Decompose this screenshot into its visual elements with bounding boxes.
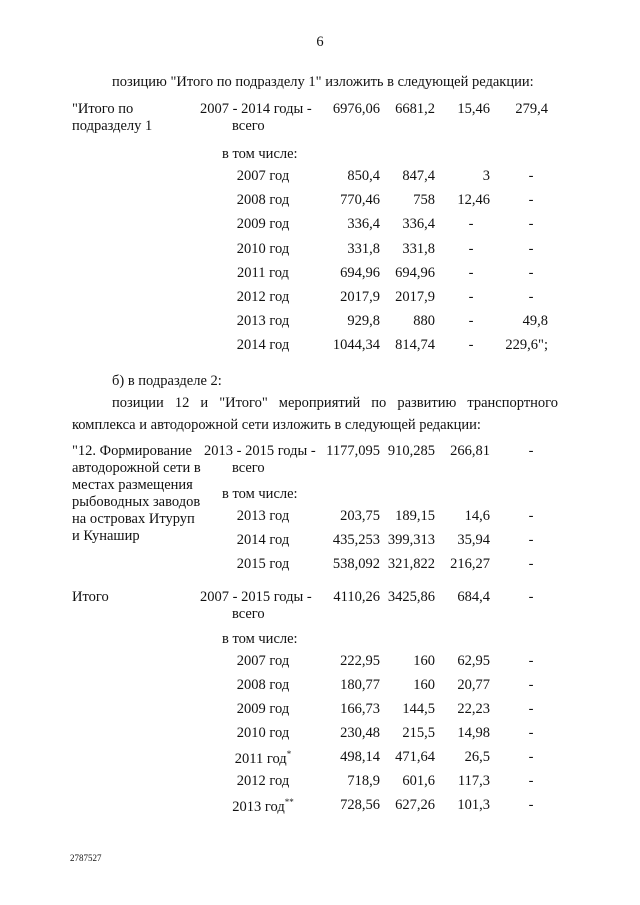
table1-including: в том числе: — [222, 146, 298, 162]
row-year: 2010 год — [236, 240, 290, 257]
row-value-a: 498,14 — [340, 749, 380, 765]
table2-total-period: 2013 - 2015 годы - — [204, 443, 316, 459]
row-value-c: 20,77 — [457, 677, 490, 693]
row-value-a: 1044,34 — [332, 337, 380, 354]
row-year: 2009 год — [236, 701, 290, 717]
row-year: 2010 год — [236, 725, 290, 741]
row-year: 2014 год — [236, 337, 290, 354]
table1-label: "Итого по подразделу 1 — [72, 101, 153, 134]
row-value-a: 435,253 — [332, 532, 380, 548]
row-year-text: 2013 год — [232, 799, 285, 815]
table3-total-b: 3425,86 — [387, 589, 435, 605]
row-value-a: 728,56 — [340, 797, 380, 813]
row-value-d: - — [528, 264, 534, 281]
row-value-b: 189,15 — [395, 508, 435, 524]
subsection-b-heading: б) в подразделе 2: — [112, 373, 222, 389]
row-value-a: 538,092 — [332, 556, 380, 572]
table2-including: в том числе: — [222, 486, 298, 502]
row-value-d: - — [528, 192, 534, 209]
row-value-d: - — [528, 653, 534, 669]
page-number: 6 — [316, 34, 324, 50]
row-value-b: 694,96 — [395, 264, 435, 281]
row-value-b: 160 — [413, 653, 435, 669]
row-value-d: - — [528, 749, 534, 765]
row-value-d: - — [528, 508, 534, 524]
row-year: 2013 год — [236, 313, 290, 330]
footnote-mark: * — [286, 749, 292, 759]
row-value-c: - — [468, 289, 474, 305]
row-value-c: 117,3 — [457, 773, 490, 789]
row-value-d: - — [528, 168, 534, 184]
table2-total-a: 1177,095 — [326, 443, 380, 459]
row-year: 2007 год — [236, 653, 290, 669]
table3-total-period: 2007 - 2015 годы - — [200, 589, 312, 605]
table1-total-d: 279,4 — [515, 101, 548, 117]
row-value-c: 62,95 — [457, 653, 490, 669]
row-value-c: - — [468, 264, 474, 281]
row-value-b: 399,313 — [387, 532, 435, 548]
row-value-c: 12,46 — [457, 192, 490, 209]
table2-total-sub: всего — [232, 460, 265, 476]
row-value-a: 718,9 — [347, 773, 380, 789]
row-value-c: - — [468, 240, 474, 257]
table3-label: Итого — [72, 589, 109, 605]
row-year: 2013 год — [236, 508, 290, 524]
table3-total-a: 4110,26 — [333, 589, 380, 605]
table3-total-d: - — [528, 589, 534, 605]
row-value-d: - — [528, 240, 534, 257]
row-value-b: 758 — [413, 192, 435, 209]
row-year: 2009 год — [236, 216, 290, 233]
row-value-a: 694,96 — [340, 264, 380, 281]
row-value-c: 14,6 — [464, 508, 490, 524]
table1-total-sub: всего — [232, 118, 265, 134]
row-year: 2008 год — [236, 677, 290, 693]
table1-total-c: 15,46 — [457, 101, 490, 117]
row-value-d: - — [528, 725, 534, 741]
row-value-b: 601,6 — [402, 773, 435, 789]
row-value-b: 880 — [413, 313, 435, 330]
row-year: 2015 год — [236, 556, 290, 572]
row-value-a: 929,8 — [347, 313, 380, 330]
table3-including: в том числе: — [222, 631, 298, 647]
row-year: 2007 год — [236, 168, 290, 184]
row-value-c: 14,98 — [457, 725, 490, 741]
row-value-c: 22,23 — [457, 701, 490, 717]
row-year: 2014 год — [236, 532, 290, 548]
row-value-d: - — [528, 701, 534, 717]
table1-total-b: 6681,2 — [395, 101, 435, 117]
row-value-c: - — [468, 313, 474, 330]
row-year: 2008 год — [236, 192, 290, 209]
row-value-a: 230,48 — [340, 725, 380, 741]
row-value-c: 3 — [482, 168, 490, 184]
row-value-d: - — [528, 773, 534, 789]
row-value-a: 180,77 — [340, 677, 380, 693]
row-value-b: 331,8 — [402, 240, 435, 257]
row-value-a: 203,75 — [340, 508, 380, 524]
row-value-d: - — [528, 677, 534, 693]
row-value-c: 35,94 — [457, 532, 490, 548]
document-code: 2787527 — [70, 853, 102, 863]
row-value-d: - — [528, 797, 534, 813]
footnote-mark: ** — [284, 797, 294, 807]
row-value-b: 814,74 — [395, 337, 435, 354]
row-value-c: 26,5 — [464, 749, 490, 765]
row-value-c: - — [468, 337, 474, 354]
row-value-d: - — [528, 289, 534, 305]
row-value-b: 336,4 — [402, 216, 435, 233]
row-year: 2012 год — [236, 773, 290, 789]
row-value-b: 144,5 — [402, 701, 435, 717]
table2-total-c: 266,81 — [450, 443, 490, 459]
row-value-c: 101,3 — [457, 797, 490, 813]
row-value-c: - — [468, 216, 474, 233]
row-value-a: 331,8 — [347, 240, 380, 257]
row-value-b: 847,4 — [402, 168, 435, 184]
row-year: 2012 год — [236, 289, 290, 305]
row-value-b: 321,822 — [387, 556, 435, 572]
intro-paragraph-2-line1: позиции 12 и "Итого" мероприятий по развитию транспортного — [112, 395, 558, 411]
row-value-d: - — [528, 216, 534, 233]
row-value-b: 471,64 — [395, 749, 435, 765]
row-value-b: 215,5 — [402, 725, 435, 741]
row-value-b: 627,26 — [395, 797, 435, 813]
intro-paragraph-2-line2: комплекса и автодорожной сети изложить в следующей редакции: — [72, 417, 481, 433]
row-value-b: 160 — [413, 677, 435, 693]
table2-label: "12. Формирование автодорожной сети в местах размещения рыбоводных заводов на островах Итуруп и Кунашир — [72, 443, 201, 544]
table1-total-a: 6976,06 — [332, 101, 380, 117]
row-value-c: 216,27 — [450, 556, 490, 572]
row-value-b: 2017,9 — [395, 289, 435, 305]
row-value-d: - — [528, 532, 534, 548]
row-value-a: 2017,9 — [340, 289, 380, 305]
row-value-a: 166,73 — [340, 701, 380, 717]
row-value-a: 770,46 — [340, 192, 380, 209]
row-value-d: - — [528, 556, 534, 572]
row-year: 2011 год — [237, 264, 289, 281]
table3-total-sub: всего — [232, 606, 265, 622]
row-value-a: 336,4 — [347, 216, 380, 233]
row-year-text: 2011 год — [234, 751, 287, 767]
table2-total-b: 910,285 — [387, 443, 435, 459]
table2-total-d: - — [528, 443, 534, 459]
table3-total-c: 684,4 — [457, 589, 490, 605]
row-value-a: 222,95 — [340, 653, 380, 669]
intro-paragraph-1: позицию "Итого по подразделу 1" изложить в следующей редакции: — [112, 74, 534, 90]
row-value-a: 850,4 — [347, 168, 380, 184]
row-value-d: 229,6"; — [505, 337, 548, 354]
row-value-d: 49,8 — [522, 313, 548, 330]
table1-total-period: 2007 - 2014 годы - — [200, 101, 312, 117]
